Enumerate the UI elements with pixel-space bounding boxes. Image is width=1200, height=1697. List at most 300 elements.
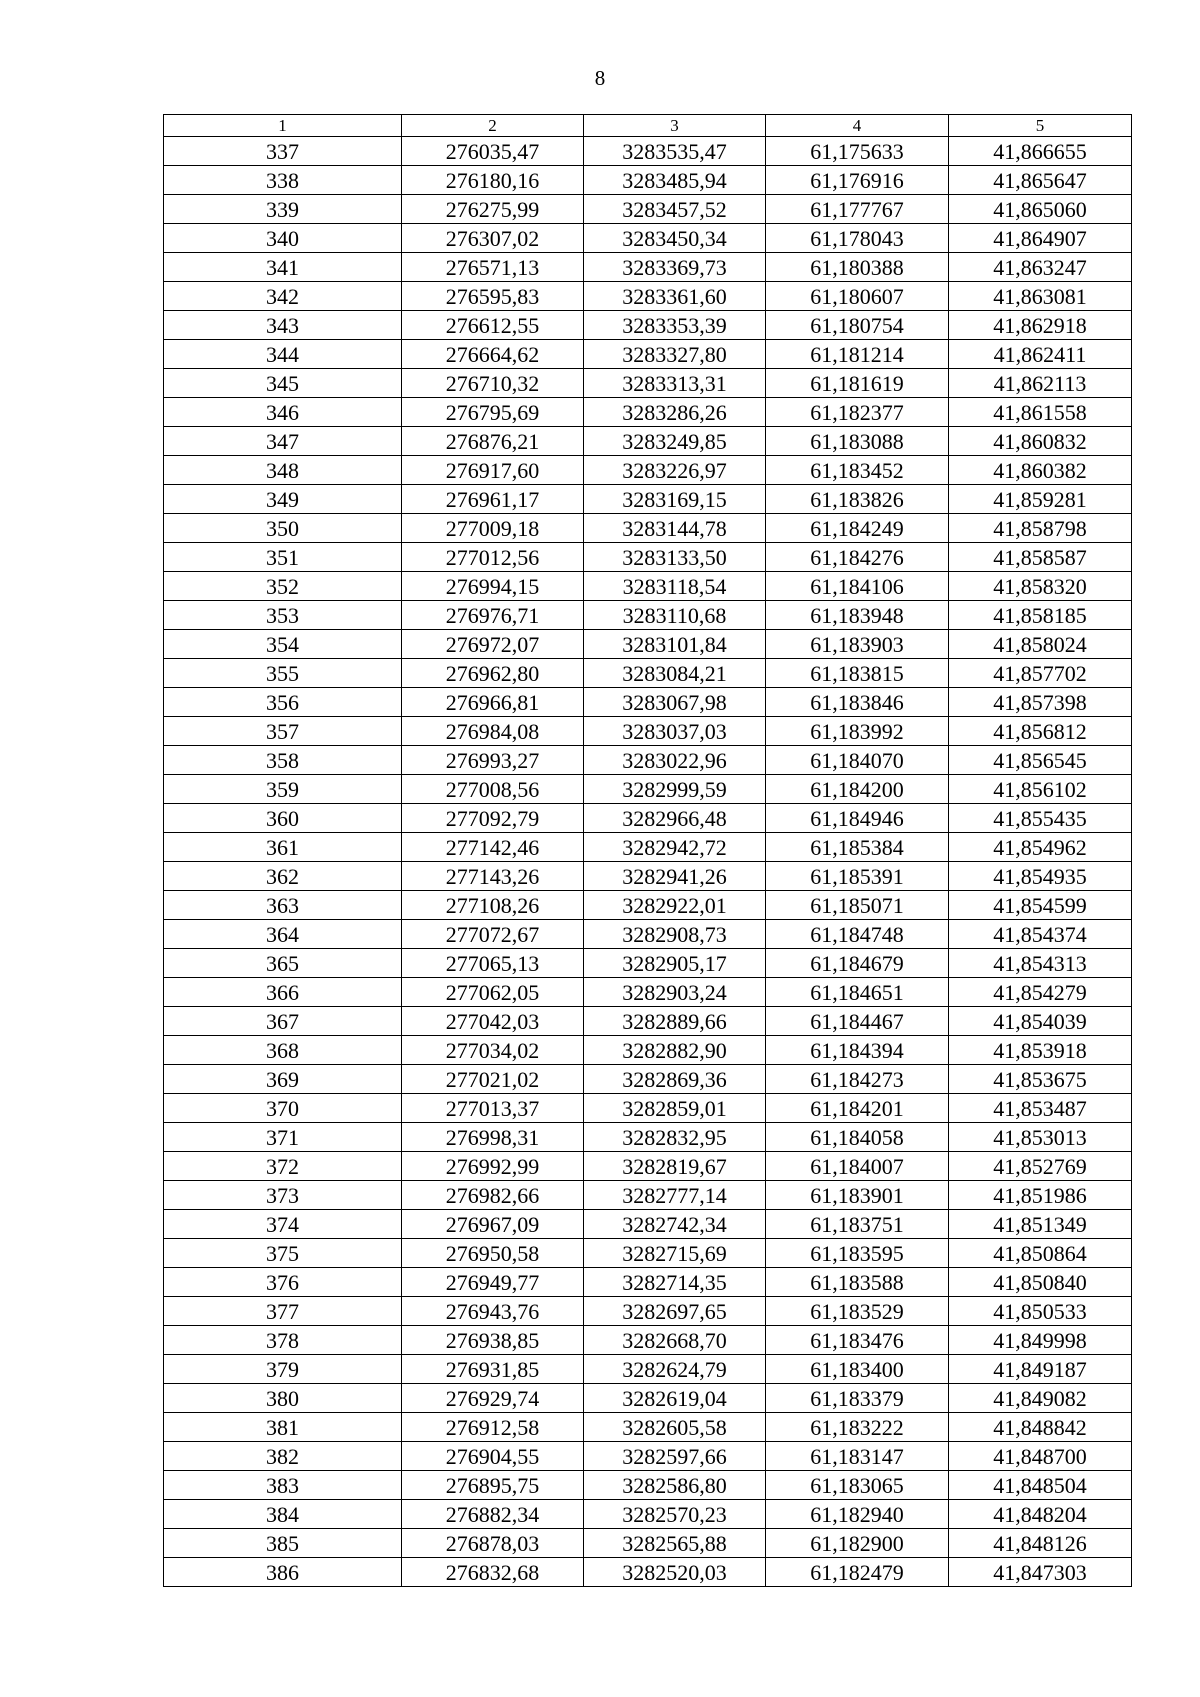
x-coordinate-cell: 276976,71 — [402, 601, 584, 630]
latitude-cell: 61,182900 — [766, 1529, 949, 1558]
point-number-cell: 351 — [164, 543, 402, 572]
table-row — [164, 1065, 1132, 1094]
point-number-cell: 347 — [164, 427, 402, 456]
y-coordinate-cell: 3282714,35 — [584, 1268, 766, 1297]
longitude-cell: 41,852769 — [949, 1152, 1132, 1181]
x-coordinate-cell: 276982,66 — [402, 1181, 584, 1210]
latitude-cell: 61,184007 — [766, 1152, 949, 1181]
latitude-cell: 61,183400 — [766, 1355, 949, 1384]
x-coordinate-cell: 276664,62 — [402, 340, 584, 369]
point-number-cell: 369 — [164, 1065, 402, 1094]
table-row — [164, 891, 1132, 920]
x-coordinate-cell: 276912,58 — [402, 1413, 584, 1442]
table-row — [164, 630, 1132, 659]
latitude-cell: 61,184946 — [766, 804, 949, 833]
y-coordinate-cell: 3282922,01 — [584, 891, 766, 920]
point-number-cell: 340 — [164, 224, 402, 253]
longitude-cell: 41,857702 — [949, 659, 1132, 688]
latitude-cell: 61,177767 — [766, 195, 949, 224]
y-coordinate-cell: 3282697,65 — [584, 1297, 766, 1326]
table-row — [164, 1210, 1132, 1239]
table-header-row — [164, 115, 1132, 137]
table-row — [164, 1471, 1132, 1500]
longitude-cell: 41,858798 — [949, 514, 1132, 543]
table-row — [164, 862, 1132, 891]
y-coordinate-cell: 3282941,26 — [584, 862, 766, 891]
table-row — [164, 1326, 1132, 1355]
longitude-cell: 41,853918 — [949, 1036, 1132, 1065]
y-coordinate-cell: 3282619,04 — [584, 1384, 766, 1413]
point-number-cell: 349 — [164, 485, 402, 514]
y-coordinate-cell: 3283457,52 — [584, 195, 766, 224]
longitude-cell: 41,854279 — [949, 978, 1132, 1007]
table-row — [164, 659, 1132, 688]
point-number-cell: 383 — [164, 1471, 402, 1500]
longitude-cell: 41,850533 — [949, 1297, 1132, 1326]
x-coordinate-cell: 276917,60 — [402, 456, 584, 485]
latitude-cell: 61,184201 — [766, 1094, 949, 1123]
table-row — [164, 572, 1132, 601]
y-coordinate-cell: 3282777,14 — [584, 1181, 766, 1210]
table-row — [164, 195, 1132, 224]
table-row — [164, 137, 1132, 166]
x-coordinate-cell: 276571,13 — [402, 253, 584, 282]
latitude-cell: 61,184249 — [766, 514, 949, 543]
table-row — [164, 1500, 1132, 1529]
y-coordinate-cell: 3283361,60 — [584, 282, 766, 311]
y-coordinate-cell: 3283169,15 — [584, 485, 766, 514]
y-coordinate-cell: 3283133,50 — [584, 543, 766, 572]
longitude-cell: 41,865060 — [949, 195, 1132, 224]
point-number-cell: 365 — [164, 949, 402, 978]
y-coordinate-cell: 3282966,48 — [584, 804, 766, 833]
x-coordinate-cell: 277021,02 — [402, 1065, 584, 1094]
x-coordinate-cell: 276984,08 — [402, 717, 584, 746]
y-coordinate-cell: 3283067,98 — [584, 688, 766, 717]
latitude-cell: 61,181619 — [766, 369, 949, 398]
point-number-cell: 342 — [164, 282, 402, 311]
point-number-cell: 362 — [164, 862, 402, 891]
point-number-cell: 374 — [164, 1210, 402, 1239]
table-row — [164, 1094, 1132, 1123]
longitude-cell: 41,858185 — [949, 601, 1132, 630]
table-row — [164, 253, 1132, 282]
y-coordinate-cell: 3283369,73 — [584, 253, 766, 282]
y-coordinate-cell: 3283313,31 — [584, 369, 766, 398]
longitude-cell: 41,849998 — [949, 1326, 1132, 1355]
longitude-cell: 41,858320 — [949, 572, 1132, 601]
point-number-cell: 344 — [164, 340, 402, 369]
longitude-cell: 41,860832 — [949, 427, 1132, 456]
table-row — [164, 804, 1132, 833]
y-coordinate-cell: 3282905,17 — [584, 949, 766, 978]
point-number-cell: 355 — [164, 659, 402, 688]
point-number-cell: 358 — [164, 746, 402, 775]
point-number-cell: 368 — [164, 1036, 402, 1065]
latitude-cell: 61,184058 — [766, 1123, 949, 1152]
y-coordinate-cell: 3283249,85 — [584, 427, 766, 456]
latitude-cell: 61,183088 — [766, 427, 949, 456]
x-coordinate-cell: 277012,56 — [402, 543, 584, 572]
table-row — [164, 1239, 1132, 1268]
longitude-cell: 41,848842 — [949, 1413, 1132, 1442]
table-row — [164, 166, 1132, 195]
latitude-cell: 61,183379 — [766, 1384, 949, 1413]
point-number-cell: 359 — [164, 775, 402, 804]
longitude-cell: 41,850864 — [949, 1239, 1132, 1268]
longitude-cell: 41,866655 — [949, 137, 1132, 166]
latitude-cell: 61,184276 — [766, 543, 949, 572]
y-coordinate-cell: 3282565,88 — [584, 1529, 766, 1558]
x-coordinate-cell: 276612,55 — [402, 311, 584, 340]
latitude-cell: 61,175633 — [766, 137, 949, 166]
point-number-cell: 353 — [164, 601, 402, 630]
latitude-cell: 61,176916 — [766, 166, 949, 195]
point-number-cell: 343 — [164, 311, 402, 340]
latitude-cell: 61,184748 — [766, 920, 949, 949]
point-number-cell: 371 — [164, 1123, 402, 1152]
longitude-cell: 41,854374 — [949, 920, 1132, 949]
point-number-cell: 337 — [164, 137, 402, 166]
table-row — [164, 369, 1132, 398]
x-coordinate-cell: 277034,02 — [402, 1036, 584, 1065]
point-number-cell: 380 — [164, 1384, 402, 1413]
point-number-cell: 385 — [164, 1529, 402, 1558]
latitude-cell: 61,183948 — [766, 601, 949, 630]
latitude-cell: 61,182377 — [766, 398, 949, 427]
point-number-cell: 379 — [164, 1355, 402, 1384]
longitude-cell: 41,858587 — [949, 543, 1132, 572]
longitude-cell: 41,854599 — [949, 891, 1132, 920]
x-coordinate-cell: 277108,26 — [402, 891, 584, 920]
x-coordinate-cell: 276904,55 — [402, 1442, 584, 1471]
longitude-cell: 41,854039 — [949, 1007, 1132, 1036]
table-row — [164, 543, 1132, 572]
x-coordinate-cell: 276943,76 — [402, 1297, 584, 1326]
latitude-cell: 61,183476 — [766, 1326, 949, 1355]
table-row — [164, 1123, 1132, 1152]
x-coordinate-cell: 276966,81 — [402, 688, 584, 717]
longitude-cell: 41,861558 — [949, 398, 1132, 427]
latitude-cell: 61,183222 — [766, 1413, 949, 1442]
table-row — [164, 688, 1132, 717]
x-coordinate-cell: 276929,74 — [402, 1384, 584, 1413]
coordinates-table — [163, 114, 1132, 1587]
x-coordinate-cell: 276998,31 — [402, 1123, 584, 1152]
longitude-cell: 41,857398 — [949, 688, 1132, 717]
x-coordinate-cell: 277013,37 — [402, 1094, 584, 1123]
table-row — [164, 340, 1132, 369]
latitude-cell: 61,183588 — [766, 1268, 949, 1297]
point-number-cell: 364 — [164, 920, 402, 949]
x-coordinate-cell: 277072,67 — [402, 920, 584, 949]
x-coordinate-cell: 277142,46 — [402, 833, 584, 862]
y-coordinate-cell: 3283485,94 — [584, 166, 766, 195]
point-number-cell: 346 — [164, 398, 402, 427]
latitude-cell: 61,183901 — [766, 1181, 949, 1210]
x-coordinate-cell: 276795,69 — [402, 398, 584, 427]
point-number-cell: 354 — [164, 630, 402, 659]
y-coordinate-cell: 3283037,03 — [584, 717, 766, 746]
point-number-cell: 363 — [164, 891, 402, 920]
y-coordinate-cell: 3282624,79 — [584, 1355, 766, 1384]
x-coordinate-cell: 276832,68 — [402, 1558, 584, 1587]
x-coordinate-cell: 276275,99 — [402, 195, 584, 224]
latitude-cell: 61,182940 — [766, 1500, 949, 1529]
table-row — [164, 1355, 1132, 1384]
x-coordinate-cell: 276307,02 — [402, 224, 584, 253]
longitude-cell: 41,853013 — [949, 1123, 1132, 1152]
y-coordinate-cell: 3283327,80 — [584, 340, 766, 369]
y-coordinate-cell: 3282859,01 — [584, 1094, 766, 1123]
point-number-cell: 356 — [164, 688, 402, 717]
y-coordinate-cell: 3283101,84 — [584, 630, 766, 659]
longitude-cell: 41,858024 — [949, 630, 1132, 659]
latitude-cell: 61,182479 — [766, 1558, 949, 1587]
point-number-cell: 360 — [164, 804, 402, 833]
latitude-cell: 61,185384 — [766, 833, 949, 862]
longitude-cell: 41,856545 — [949, 746, 1132, 775]
table-row — [164, 601, 1132, 630]
y-coordinate-cell: 3283144,78 — [584, 514, 766, 543]
latitude-cell: 61,180388 — [766, 253, 949, 282]
point-number-cell: 376 — [164, 1268, 402, 1297]
y-coordinate-cell: 3283450,34 — [584, 224, 766, 253]
table-row — [164, 717, 1132, 746]
x-coordinate-cell: 276595,83 — [402, 282, 584, 311]
longitude-cell: 41,863247 — [949, 253, 1132, 282]
latitude-cell: 61,183846 — [766, 688, 949, 717]
y-coordinate-cell: 3283022,96 — [584, 746, 766, 775]
longitude-cell: 41,854313 — [949, 949, 1132, 978]
y-coordinate-cell: 3282908,73 — [584, 920, 766, 949]
y-coordinate-cell: 3283286,26 — [584, 398, 766, 427]
latitude-cell: 61,180754 — [766, 311, 949, 340]
x-coordinate-cell: 276972,07 — [402, 630, 584, 659]
point-number-cell: 345 — [164, 369, 402, 398]
y-coordinate-cell: 3282942,72 — [584, 833, 766, 862]
table-row — [164, 282, 1132, 311]
longitude-cell: 41,854935 — [949, 862, 1132, 891]
x-coordinate-cell: 276950,58 — [402, 1239, 584, 1268]
table-body — [164, 115, 1132, 1587]
x-coordinate-cell: 276992,99 — [402, 1152, 584, 1181]
y-coordinate-cell: 3282668,70 — [584, 1326, 766, 1355]
y-coordinate-cell: 3283226,97 — [584, 456, 766, 485]
x-coordinate-cell: 276993,27 — [402, 746, 584, 775]
longitude-cell: 41,854962 — [949, 833, 1132, 862]
y-coordinate-cell: 3282869,36 — [584, 1065, 766, 1094]
latitude-cell: 61,183903 — [766, 630, 949, 659]
point-number-cell: 357 — [164, 717, 402, 746]
page-number: 8 — [594, 66, 606, 90]
table-row — [164, 1413, 1132, 1442]
longitude-cell: 41,849187 — [949, 1355, 1132, 1384]
longitude-cell: 41,864907 — [949, 224, 1132, 253]
latitude-cell: 61,185071 — [766, 891, 949, 920]
latitude-cell: 61,183452 — [766, 456, 949, 485]
table-row — [164, 1297, 1132, 1326]
point-number-cell: 373 — [164, 1181, 402, 1210]
longitude-cell: 41,865647 — [949, 166, 1132, 195]
point-number-cell: 366 — [164, 978, 402, 1007]
x-coordinate-cell: 276967,09 — [402, 1210, 584, 1239]
latitude-cell: 61,185391 — [766, 862, 949, 891]
table-row — [164, 427, 1132, 456]
point-number-cell: 378 — [164, 1326, 402, 1355]
point-number-cell: 367 — [164, 1007, 402, 1036]
x-coordinate-cell: 276876,21 — [402, 427, 584, 456]
latitude-cell: 61,184200 — [766, 775, 949, 804]
column-header: 3 — [584, 115, 766, 137]
point-number-cell: 384 — [164, 1500, 402, 1529]
longitude-cell: 41,848204 — [949, 1500, 1132, 1529]
y-coordinate-cell: 3282605,58 — [584, 1413, 766, 1442]
point-number-cell: 372 — [164, 1152, 402, 1181]
latitude-cell: 61,183065 — [766, 1471, 949, 1500]
table-row — [164, 1036, 1132, 1065]
point-number-cell: 341 — [164, 253, 402, 282]
point-number-cell: 339 — [164, 195, 402, 224]
y-coordinate-cell: 3283084,21 — [584, 659, 766, 688]
latitude-cell: 61,183751 — [766, 1210, 949, 1239]
latitude-cell: 61,183826 — [766, 485, 949, 514]
latitude-cell: 61,183147 — [766, 1442, 949, 1471]
latitude-cell: 61,184651 — [766, 978, 949, 1007]
table-row — [164, 514, 1132, 543]
y-coordinate-cell: 3282520,03 — [584, 1558, 766, 1587]
x-coordinate-cell: 276949,77 — [402, 1268, 584, 1297]
longitude-cell: 41,851986 — [949, 1181, 1132, 1210]
x-coordinate-cell: 277062,05 — [402, 978, 584, 1007]
table-row — [164, 775, 1132, 804]
x-coordinate-cell: 276931,85 — [402, 1355, 584, 1384]
x-coordinate-cell: 276710,32 — [402, 369, 584, 398]
x-coordinate-cell: 277143,26 — [402, 862, 584, 891]
x-coordinate-cell: 277008,56 — [402, 775, 584, 804]
point-number-cell: 386 — [164, 1558, 402, 1587]
column-header: 1 — [164, 115, 402, 137]
latitude-cell: 61,183992 — [766, 717, 949, 746]
y-coordinate-cell: 3282597,66 — [584, 1442, 766, 1471]
column-header: 5 — [949, 115, 1132, 137]
point-number-cell: 377 — [164, 1297, 402, 1326]
table-row — [164, 1152, 1132, 1181]
latitude-cell: 61,181214 — [766, 340, 949, 369]
table-row — [164, 746, 1132, 775]
latitude-cell: 61,184070 — [766, 746, 949, 775]
longitude-cell: 41,862411 — [949, 340, 1132, 369]
point-number-cell: 370 — [164, 1094, 402, 1123]
y-coordinate-cell: 3282999,59 — [584, 775, 766, 804]
y-coordinate-cell: 3282832,95 — [584, 1123, 766, 1152]
x-coordinate-cell: 276878,03 — [402, 1529, 584, 1558]
x-coordinate-cell: 276035,47 — [402, 137, 584, 166]
x-coordinate-cell: 276961,17 — [402, 485, 584, 514]
point-number-cell: 382 — [164, 1442, 402, 1471]
longitude-cell: 41,859281 — [949, 485, 1132, 514]
point-number-cell: 348 — [164, 456, 402, 485]
latitude-cell: 61,183529 — [766, 1297, 949, 1326]
table-row — [164, 485, 1132, 514]
longitude-cell: 41,856812 — [949, 717, 1132, 746]
column-header: 4 — [766, 115, 949, 137]
longitude-cell: 41,863081 — [949, 282, 1132, 311]
y-coordinate-cell: 3282819,67 — [584, 1152, 766, 1181]
longitude-cell: 41,853487 — [949, 1094, 1132, 1123]
x-coordinate-cell: 277009,18 — [402, 514, 584, 543]
latitude-cell: 61,184106 — [766, 572, 949, 601]
y-coordinate-cell: 3282586,80 — [584, 1471, 766, 1500]
table-row — [164, 1268, 1132, 1297]
latitude-cell: 61,183815 — [766, 659, 949, 688]
table-row — [164, 920, 1132, 949]
table-row — [164, 949, 1132, 978]
point-number-cell: 375 — [164, 1239, 402, 1268]
latitude-cell: 61,178043 — [766, 224, 949, 253]
y-coordinate-cell: 3283118,54 — [584, 572, 766, 601]
longitude-cell: 41,849082 — [949, 1384, 1132, 1413]
point-number-cell: 361 — [164, 833, 402, 862]
x-coordinate-cell: 276962,80 — [402, 659, 584, 688]
table-row — [164, 1007, 1132, 1036]
latitude-cell: 61,184679 — [766, 949, 949, 978]
latitude-cell: 61,183595 — [766, 1239, 949, 1268]
longitude-cell: 41,862918 — [949, 311, 1132, 340]
y-coordinate-cell: 3282715,69 — [584, 1239, 766, 1268]
x-coordinate-cell: 277065,13 — [402, 949, 584, 978]
longitude-cell: 41,856102 — [949, 775, 1132, 804]
column-header: 2 — [402, 115, 584, 137]
x-coordinate-cell: 277042,03 — [402, 1007, 584, 1036]
x-coordinate-cell: 276180,16 — [402, 166, 584, 195]
longitude-cell: 41,853675 — [949, 1065, 1132, 1094]
x-coordinate-cell: 276895,75 — [402, 1471, 584, 1500]
table-row — [164, 1529, 1132, 1558]
y-coordinate-cell: 3282903,24 — [584, 978, 766, 1007]
table-row — [164, 1558, 1132, 1587]
x-coordinate-cell: 277092,79 — [402, 804, 584, 833]
table-row — [164, 833, 1132, 862]
y-coordinate-cell: 3282882,90 — [584, 1036, 766, 1065]
x-coordinate-cell: 276994,15 — [402, 572, 584, 601]
x-coordinate-cell: 276938,85 — [402, 1326, 584, 1355]
table-row — [164, 456, 1132, 485]
latitude-cell: 61,184273 — [766, 1065, 949, 1094]
x-coordinate-cell: 276882,34 — [402, 1500, 584, 1529]
table-row — [164, 311, 1132, 340]
latitude-cell: 61,180607 — [766, 282, 949, 311]
longitude-cell: 41,862113 — [949, 369, 1132, 398]
longitude-cell: 41,848700 — [949, 1442, 1132, 1471]
longitude-cell: 41,851349 — [949, 1210, 1132, 1239]
y-coordinate-cell: 3283535,47 — [584, 137, 766, 166]
y-coordinate-cell: 3282889,66 — [584, 1007, 766, 1036]
table-row — [164, 978, 1132, 1007]
latitude-cell: 61,184467 — [766, 1007, 949, 1036]
table-row — [164, 224, 1132, 253]
longitude-cell: 41,860382 — [949, 456, 1132, 485]
point-number-cell: 381 — [164, 1413, 402, 1442]
point-number-cell: 350 — [164, 514, 402, 543]
point-number-cell: 338 — [164, 166, 402, 195]
longitude-cell: 41,848126 — [949, 1529, 1132, 1558]
y-coordinate-cell: 3282742,34 — [584, 1210, 766, 1239]
y-coordinate-cell: 3283353,39 — [584, 311, 766, 340]
y-coordinate-cell: 3283110,68 — [584, 601, 766, 630]
y-coordinate-cell: 3282570,23 — [584, 1500, 766, 1529]
latitude-cell: 61,184394 — [766, 1036, 949, 1065]
